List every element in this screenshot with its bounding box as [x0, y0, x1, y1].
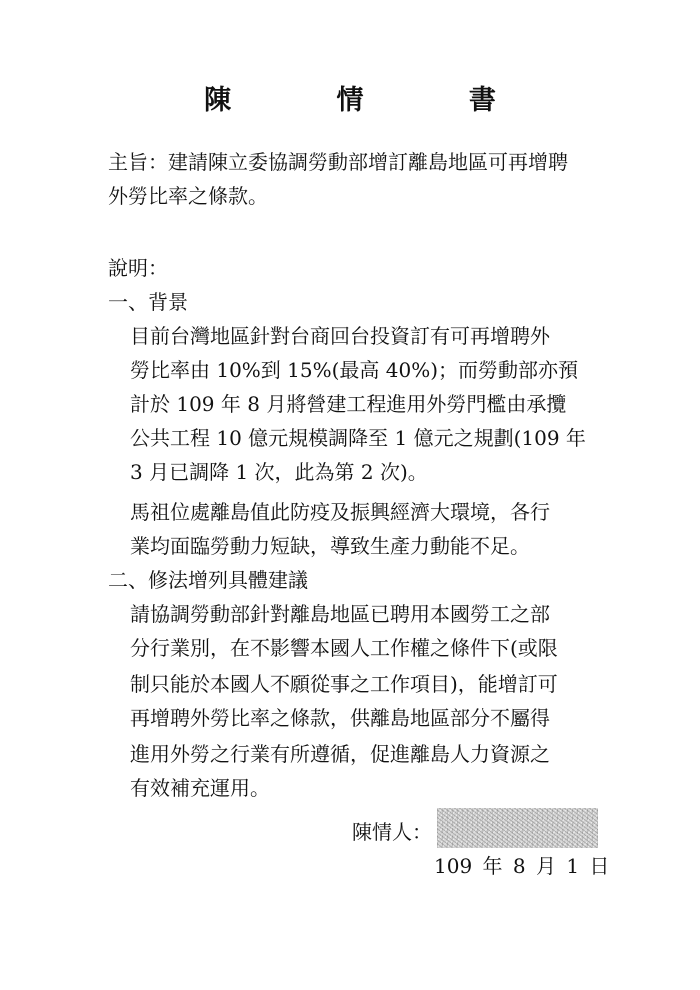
petitioner-label: 陳情人： — [352, 820, 432, 844]
section2-line: 進用外勞之行業有所遵循，促進離島人力資源之 — [130, 742, 550, 766]
subject-line-1: 主旨：建請陳立委協調勞動部增訂離島地區可再增聘 — [108, 150, 568, 174]
section2-line: 有效補充運用。 — [130, 776, 270, 800]
section1-line: 目前台灣地區針對台商回台投資訂有可再增聘外 — [130, 324, 550, 348]
section1-line: 勞比率由 10%到 15%(最高 40%)；而勞動部亦預 — [130, 358, 579, 382]
section1-line: 業均面臨勞動力短缺，導致生產力動能不足。 — [130, 534, 530, 558]
document-date: 109 年 8 月 1 日 — [434, 854, 610, 878]
section1-line: 公共工程 10 億元規模調降至 1 億元之規劃(109 年 — [130, 426, 586, 450]
section1-line: 3 月已調降 1 次，此為第 2 次)。 — [130, 460, 428, 484]
section2-line: 制只能於本國人不願從事之工作項目)，能增訂可 — [130, 672, 558, 696]
document-title: 陳 情 書 — [204, 85, 544, 116]
section2-line: 分行業別，在不影響本國人工作權之條件下(或限 — [130, 636, 558, 660]
section2-line: 請協調勞動部針對離島地區已聘用本國勞工之部 — [130, 602, 550, 626]
section2-line: 再增聘外勞比率之條款，供離島地區部分不屬得 — [130, 706, 550, 730]
section1-line: 馬祖位處離島值此防疫及振興經濟大環境，各行 — [130, 500, 550, 524]
section1-line: 計於 109 年 8 月將營建工程進用外勞門檻由承攬 — [130, 392, 567, 416]
redacted-name — [437, 808, 598, 848]
section1-heading: 一、背景 — [108, 290, 188, 314]
explanation-label: 說明： — [108, 256, 168, 280]
subject-line-2: 外勞比率之條款。 — [108, 184, 268, 208]
section2-heading: 二、修法增列具體建議 — [108, 568, 308, 592]
